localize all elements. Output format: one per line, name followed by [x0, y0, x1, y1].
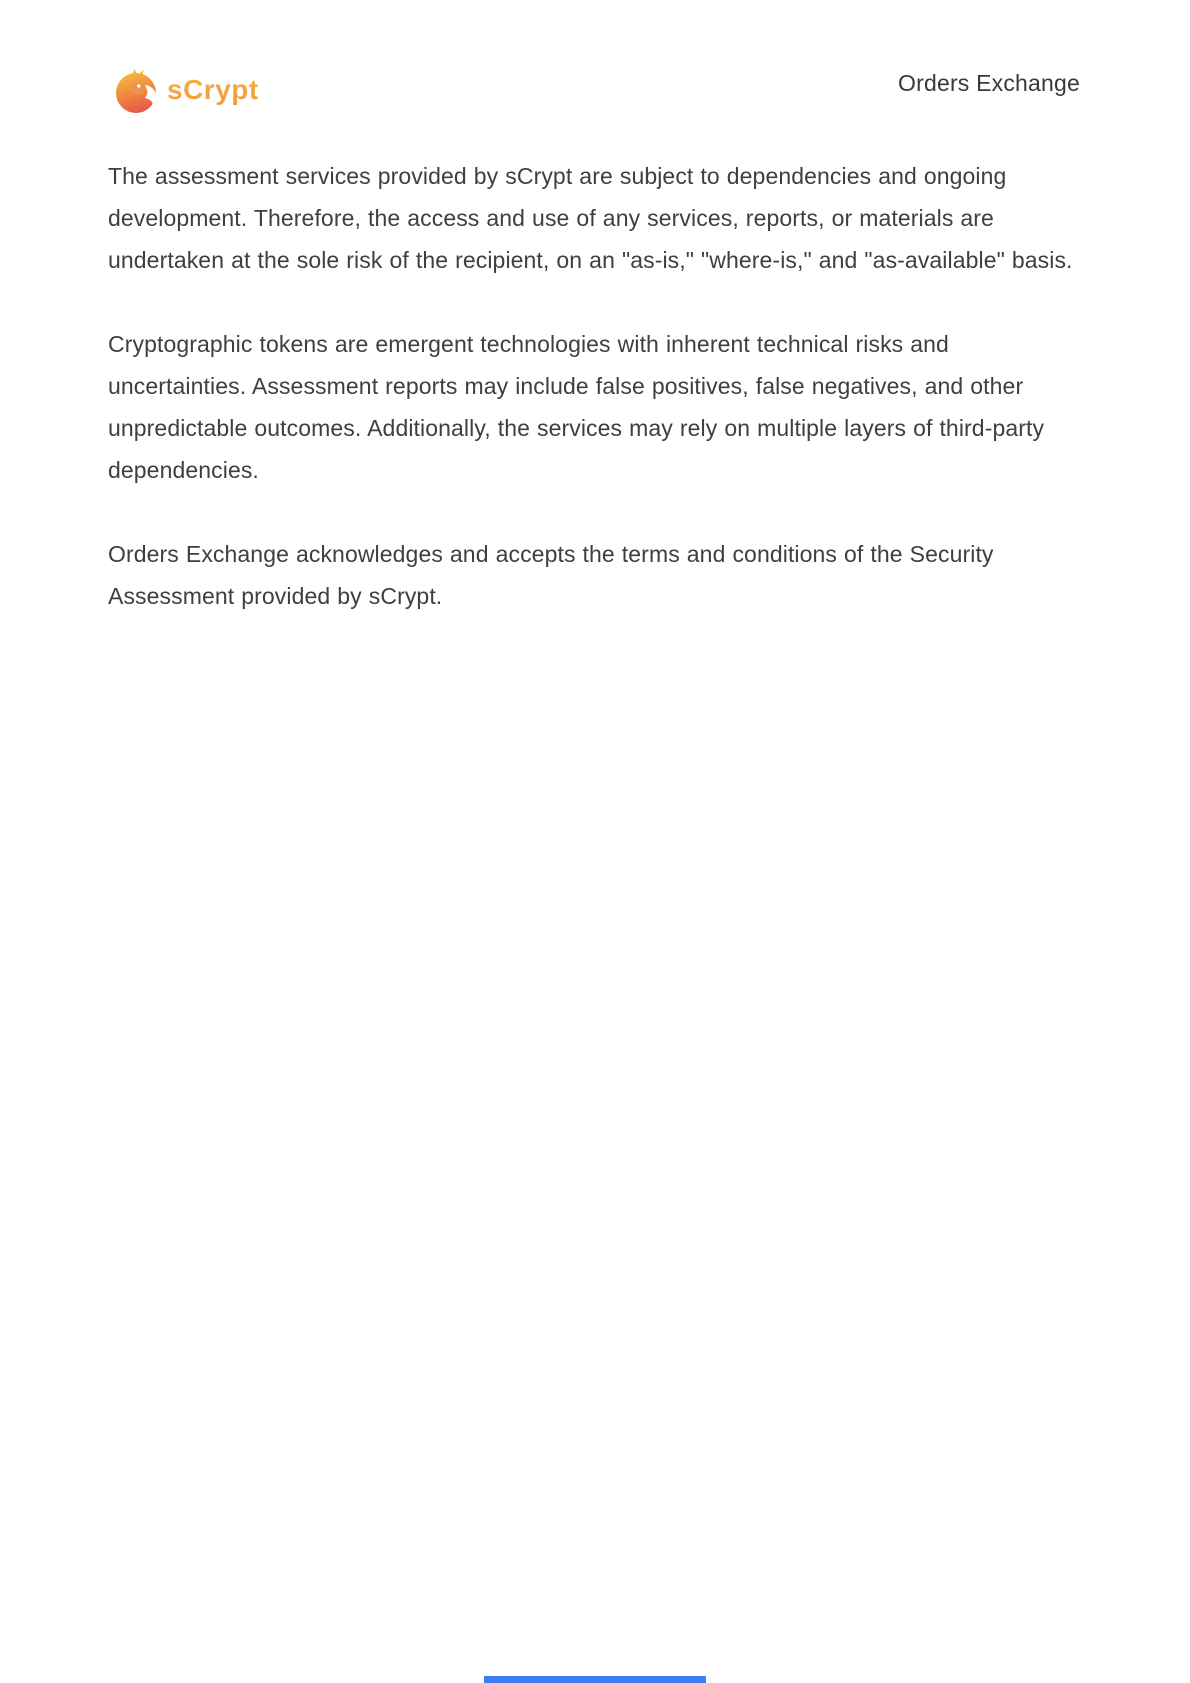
page-header: [0, 0, 1190, 130]
scrypt-logo-text: sCrypt: [167, 66, 259, 114]
scrypt-logo: [112, 66, 259, 114]
paragraph-disclaimer-services: The assessment services provided by sCrypt are subject to dependencies and ongoing development. Therefore, the access and use of any services, reports, or materials are undertaken at the sole risk of the recipient, on an "as-is," "where-is," and "as-available" basis.: [108, 163, 1073, 273]
dragon-logo-icon: [112, 66, 160, 114]
paragraph-acknowledgement: Orders Exchange acknowledges and accepts the terms and conditions of the Security Assessment provided by sCrypt.: [108, 541, 994, 609]
document-body: [108, 155, 1088, 659]
page-bottom-indicator: [484, 1676, 706, 1683]
paragraph-token-risks: Cryptographic tokens are emergent technologies with inherent technical risks and uncertainties. Assessment reports may include false positives, false negatives, and other unpredictable outcomes. Additionally, the services may rely on multiple layers of third-party dependencies.: [108, 331, 1045, 483]
document-title: Orders Exchange: [898, 70, 1080, 96]
